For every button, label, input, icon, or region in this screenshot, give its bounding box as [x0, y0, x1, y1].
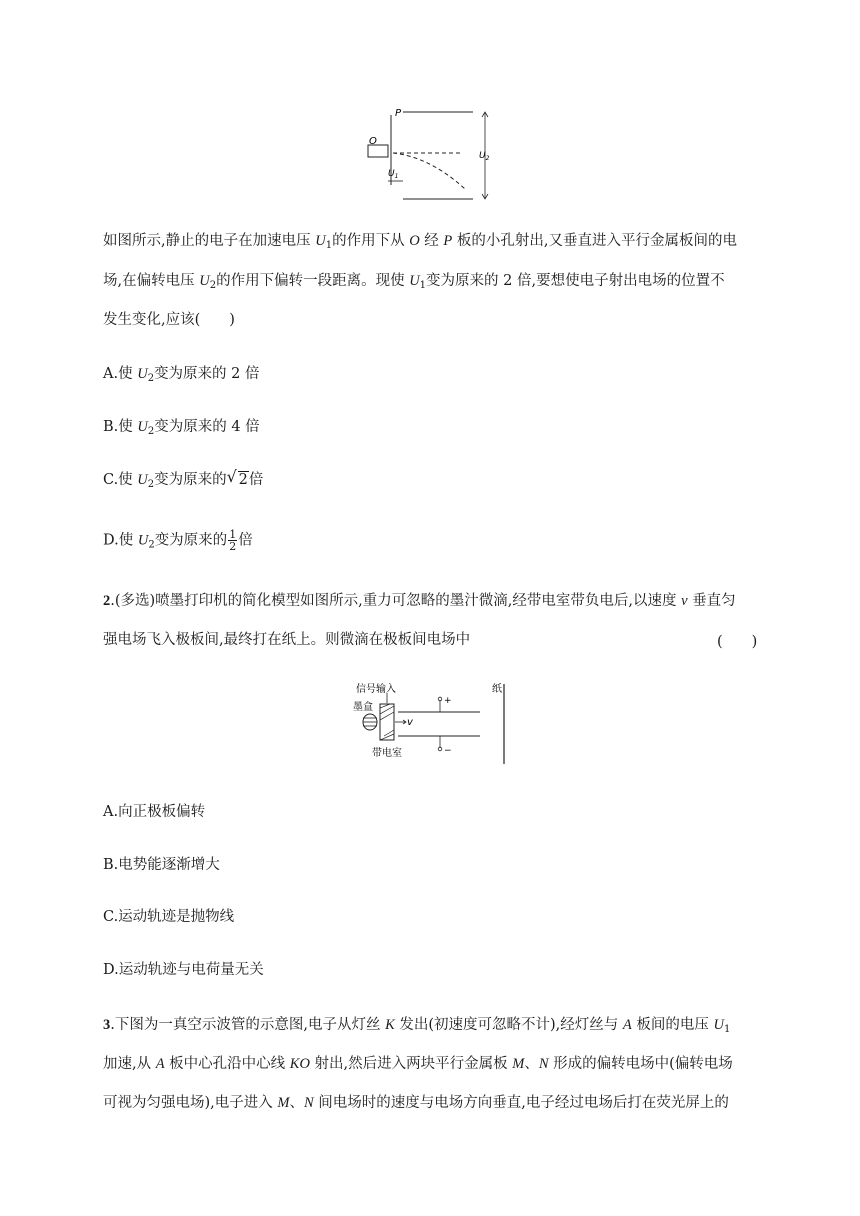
q3-line3: 可视为匀强电场),电子进入 M、N 间电场时的速度与电场方向垂直,电子经过电场后打在荧光屏上的 — [103, 1095, 729, 1111]
label-o: O — [369, 136, 377, 147]
label-u1: $U_1$ — [388, 169, 399, 180]
label-paper: 纸 — [492, 684, 502, 695]
q2-option-c: C.运动轨迹是抛物线 — [103, 909, 235, 925]
label-u2: $U_2$ — [479, 151, 490, 162]
q1-option-d: D.使 $U_2$变为原来的 $\frac{1}{2}$ 倍 — [103, 528, 253, 553]
deflection-figure — [365, 105, 505, 205]
fraction-half: $\frac{1}{2}$ — [229, 528, 237, 553]
label-plus: + — [444, 696, 452, 706]
q1-line1: 如图所示,静止的电子在加速电压 $U_1$的作用下从 O 经 P 板的小孔射出,又垂直进入平行金属板间的电 — [103, 233, 737, 251]
q2-answer-paren: ( ) — [717, 634, 758, 650]
label-charge: 带电室 — [372, 748, 402, 759]
q2-option-a: A.向正极板偏转 — [103, 804, 206, 820]
q1-line2: 场,在偏转电压 $U_2$的作用下偏转一段距离。现使 $U_1$变为原来的 2 倍,要想使电子射出电场的位置不 — [103, 273, 725, 291]
q1-option-b: B.使 $U_2$变为原来的 4 倍 — [103, 419, 260, 437]
q1-option-a: A.使 $U_2$变为原来的 2 倍 — [103, 366, 260, 384]
q1-option-c: C.使 $U_2$变为原来的 √ 2倍 — [103, 467, 264, 490]
label-ink: 墨盒 — [353, 702, 373, 713]
label-minus: − — [444, 746, 452, 756]
sqrt-two: √ 2 — [226, 467, 248, 488]
trajectory — [393, 153, 465, 189]
q2-line2: 强电场飞入极板间,最终打在纸上。则微滴在极板间电场中 — [103, 632, 471, 648]
label-p: P — [395, 108, 402, 119]
q1-line3: 发生变化,应该( ) — [103, 312, 235, 328]
inkjet-figure — [350, 678, 520, 768]
q3-line2: 加速,从 A 板中心孔沿中心线 KO 射出,然后进入两块平行金属板 M、N 形成的偏转电场中(偏转电场 — [103, 1056, 733, 1072]
q2-option-b: B.电势能逐渐增大 — [103, 857, 220, 873]
label-v: v — [407, 717, 413, 728]
q2-line1: 2.(多选)喷墨打印机的简化模型如图所示,重力可忽略的墨汁微滴,经带电室带负电后,以速度 v 垂直匀 — [103, 593, 736, 609]
q3-line1: 3.下图为一真空示波管的示意图,电子从灯丝 K 发出(初速度可忽略不计),经灯丝与 A 板间的电压 $U_1$ — [103, 1017, 731, 1035]
q2-option-d: D.运动轨迹与电荷量无关 — [103, 962, 264, 978]
label-signal: 信号输入 — [356, 684, 396, 695]
